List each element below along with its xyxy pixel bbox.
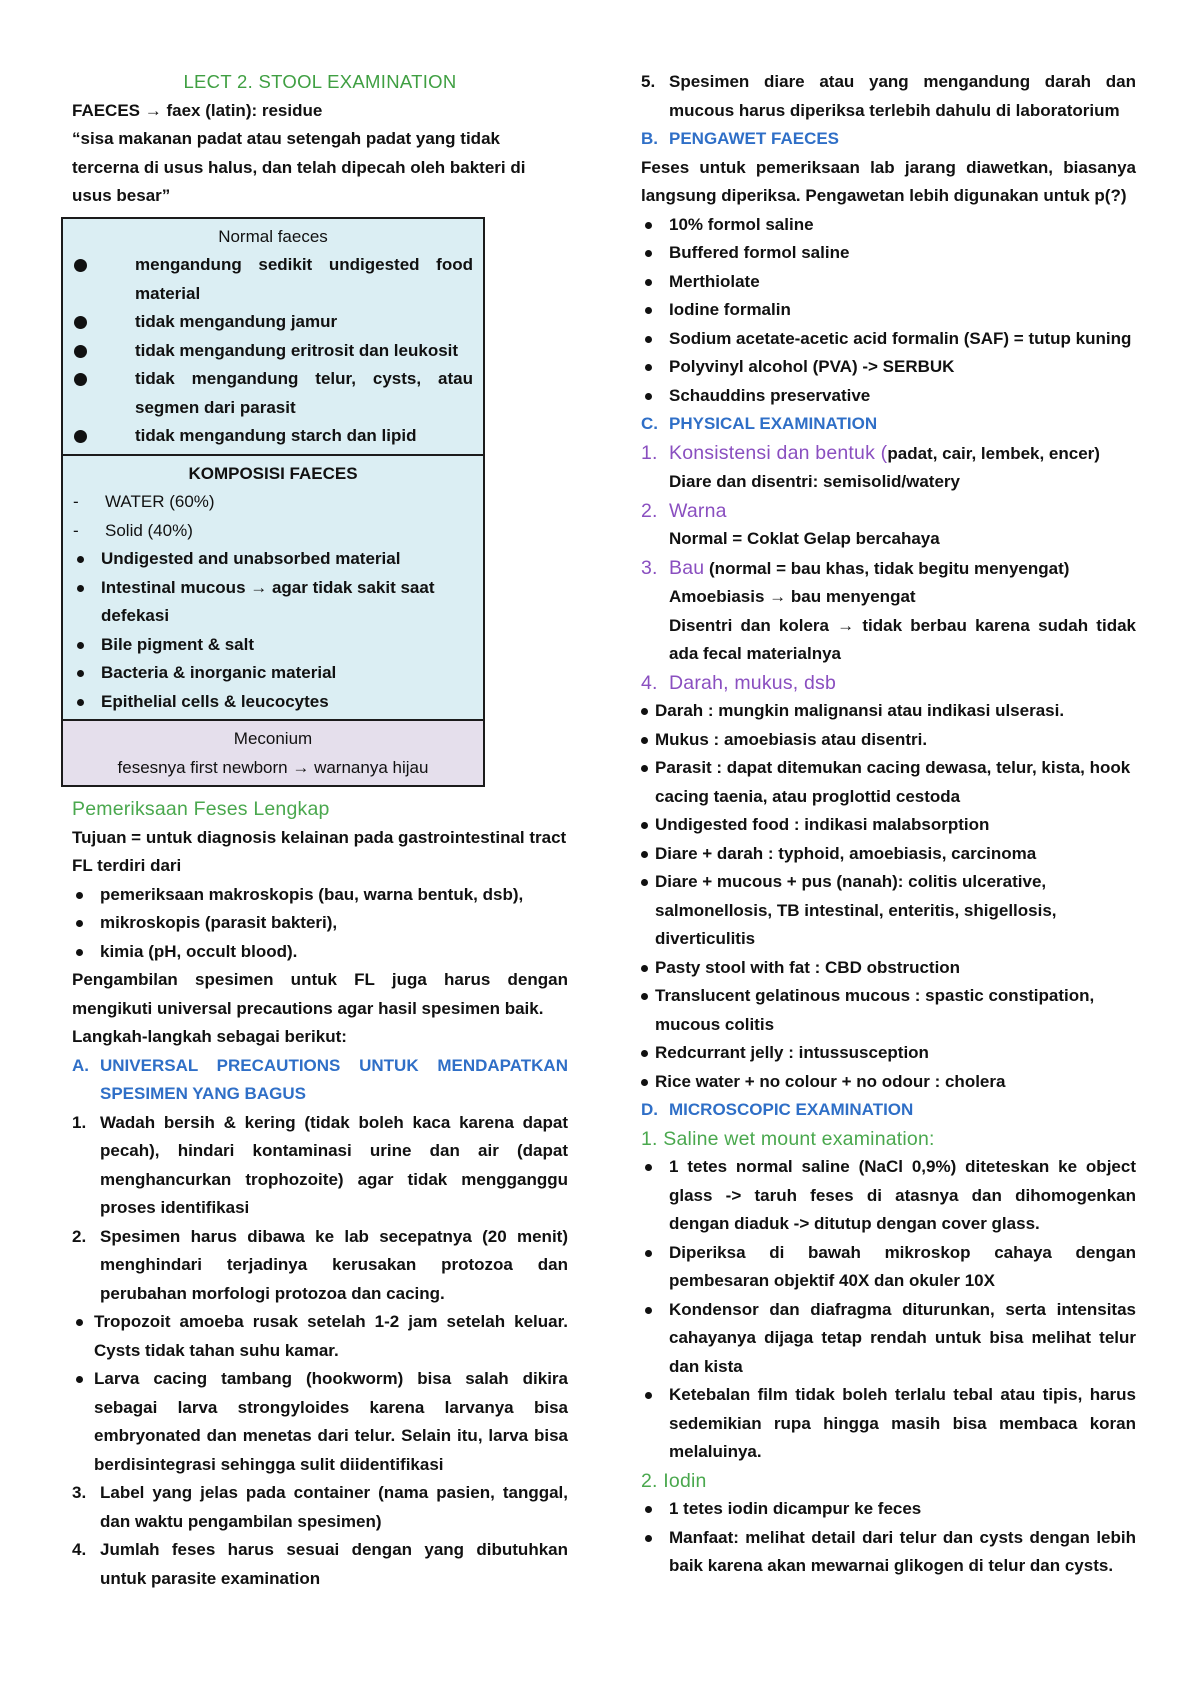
list-item: Epithelial cells & leucocytes [73, 688, 473, 717]
meconium-section [63, 719, 483, 785]
list-item: Diare + darah : typhoid, amoebiasis, carcinoma [641, 840, 1136, 869]
step-item: 4. Jumlah feses harus sesuai dengan yang dibutuhkan untuk parasite examination [72, 1540, 568, 1588]
komposisi-solid-list [73, 545, 473, 716]
pengawet-list [641, 211, 1136, 411]
list-item: Kondensor dan diafragma diturunkan, serta intensitas cahayanya dijaga tetap rendah untuk bisa melihat telur dan kista [641, 1296, 1136, 1382]
list-item: Pasty stool with fat : CBD obstruction [641, 954, 1136, 983]
normal-faeces-item: tidak mengandung telur, cysts, atau segmen dari parasit [73, 365, 473, 422]
lecture-title: LECT 2. STOOL EXAMINATION [183, 71, 457, 92]
fl-heading: Pemeriksaan Feses Lengkap [72, 798, 330, 820]
list-item: Ketebalan film tidak boleh terlalu tebal atau tipis, harus sedemikian rupa hingga masih bisa membaca koran melaluinya. [641, 1381, 1136, 1467]
list-item: Manfaat: melihat detail dari telur dan cysts dengan lebih baik karena akan mewarnai glikogen di telur dan cysts. [641, 1524, 1136, 1581]
saline-heading: 1. Saline wet mount examination: [641, 1127, 935, 1150]
komposisi-dash-item: - WATER (60%) [73, 492, 215, 511]
list-item: 1 tetes normal saline (NaCl 0,9%) diteteskan ke object glass -> taruh feses di atasnya dan dihomogenkan dengan diaduk -> ditutup dengan cover glass. [641, 1153, 1136, 1239]
list-item: Schauddins preservative [641, 382, 1136, 411]
meconium-title: Meconium [233, 729, 313, 748]
pengambilan-text: Pengambilan spesimen untuk FL juga harus dengan mengikuti universal precautions agar hasil spesimen baik. [72, 970, 568, 1018]
komposisi-title: KOMPOSISI FAECES [188, 463, 358, 483]
list-item: Tropozoit amoeba rusak setelah 1-2 jam setelah keluar. Cysts tidak tahan suhu kamar. [72, 1308, 568, 1365]
komposisi-dash-item: - Solid (40%) [73, 520, 193, 540]
bullet-icon [73, 422, 91, 451]
faeces-info-box [61, 217, 485, 788]
list-item: kimia (pH, occult blood). [72, 938, 568, 967]
list-item: Undigested and unabsorbed material [73, 545, 473, 574]
list-item: Redcurrant jelly : intussusception [641, 1039, 1136, 1068]
warna-heading: 2. Warna [641, 499, 727, 522]
langkah-text: Langkah-langkah sebagai berikut: [72, 1027, 347, 1046]
darah-list [641, 697, 1136, 1096]
faeces-definition: FAECES → faex (latin): residue [72, 100, 323, 120]
step-item: 1. Wadah bersih & kering (tidak boleh kaca karena dapat pecah), hindari kontaminasi urine dan air (dapat menghancurkan trophozoite) agar tidak mengganggu proses identifikasi [72, 1112, 568, 1217]
list-item: 1 tetes iodin dicampur ke feces [641, 1495, 1136, 1524]
normal-faeces-section [63, 219, 483, 454]
pengawet-intro: Feses untuk pemeriksaan lab jarang diawetkan, biasanya langsung diperiksa. Pengawetan lebih digunakan untuk p(?) [641, 157, 1136, 205]
fl-tujuan: Tujuan = untuk diagnosis kelainan pada gastrointestinal tract [72, 827, 567, 847]
bau-heading: 3. Bau (normal = bau khas, tidak begitu menyengat) [641, 556, 1070, 579]
list-item: Undigested food : indikasi malabsorption [641, 811, 1136, 840]
list-item: Mukus : amoebiasis atau disentri. [641, 726, 1136, 755]
saline-list [641, 1153, 1136, 1467]
list-item: pemeriksaan makroskopis (bau, warna bentuk, dsb), [72, 881, 568, 910]
list-item: Bile pigment & salt [73, 631, 473, 660]
iodin-heading: 2. Iodin [641, 1469, 707, 1492]
bullet-icon [73, 251, 91, 308]
section-a-heading: A. UNIVERSAL PRECAUTIONS UNTUK MENDAPATKAN SPESIMEN YANG BAGUS [72, 1055, 568, 1103]
list-item: Merthiolate [641, 268, 1136, 297]
bullet-icon [73, 337, 91, 366]
list-item: Diperiksa di bawah mikroskop cahaya dengan pembesaran objektif 40X dan okuler 10X [641, 1239, 1136, 1296]
list-item: Darah : mungkin malignansi atau indikasi ulserasi. [641, 697, 1136, 726]
warna-note: Normal = Coklat Gelap bercahaya [669, 529, 940, 548]
step2-sub-list [72, 1308, 568, 1479]
section-d-heading: D. MICROSCOPIC EXAMINATION [641, 1100, 914, 1119]
meconium-text: fesesnya first newborn → warnanya hijau [117, 757, 429, 777]
normal-faeces-title: Normal faeces [218, 226, 328, 246]
list-item: Parasit : dapat ditemukan cacing dewasa, telur, kista, hook cacing taenia, atau proglottid cestoda [641, 754, 1136, 811]
list-item: Polyvinyl alcohol (PVA) -> SERBUK [641, 353, 1136, 382]
konsistensi-note: Diare dan disentri: semisolid/watery [669, 472, 960, 491]
fl-items-list [72, 881, 568, 967]
list-item: mikroskopis (parasit bakteri), [72, 909, 568, 938]
bullet-icon [73, 308, 91, 337]
step-item: 2. Spesimen harus dibawa ke lab secepatnya (20 menit) menghindari terjadinya kerusakan protozoa dan perubahan morfologi protozoa dan cacing. [72, 1226, 568, 1303]
normal-faeces-item: mengandung sedikit undigested food material [73, 251, 473, 308]
bullet-icon [73, 365, 91, 422]
step-item: 3. Label yang jelas pada container (nama pasien, tanggal, dan waktu pengambilan spesimen) [72, 1483, 568, 1531]
right-column [641, 68, 1136, 1581]
list-item: 10% formol saline [641, 211, 1136, 240]
list-item: Sodium acetate-acetic acid formalin (SAF) = tutup kuning [641, 325, 1136, 354]
section-b-heading: B. PENGAWET FAECES [641, 129, 840, 148]
bau-note: Amoebiasis → bau menyengat [669, 587, 916, 606]
fl-terdiri: FL terdiri dari [72, 856, 182, 875]
list-item: Bacteria & inorganic material [73, 659, 473, 688]
left-column [72, 68, 568, 1593]
komposisi-section [63, 454, 483, 720]
normal-faeces-item: tidak mengandung starch dan lipid [73, 422, 473, 451]
list-item: Buffered formol saline [641, 239, 1136, 268]
faeces-quote: “sisa makanan padat atau setengah padat yang tidak tercerna di usus halus, dan telah dipecah oleh bakteri di usus besar” [72, 129, 526, 205]
list-item: Diare + mucous + pus (nanah): colitis ulcerative, salmonellosis, TB intestinal, enteritis, shigellosis, diverticulitis [641, 868, 1136, 954]
normal-faeces-item: tidak mengandung jamur [73, 308, 473, 337]
list-item: Intestinal mucous → agar tidak sakit saat defekasi [73, 574, 473, 631]
darah-heading: 4. Darah, mukus, dsb [641, 671, 837, 694]
konsistensi-heading: 1. Konsistensi dan bentuk (padat, cair, lembek, encer) [641, 441, 1100, 464]
bau-note: Disentri dan kolera → tidak berbau karena sudah tidak ada fecal materialnya [669, 615, 1136, 663]
normal-faeces-item: tidak mengandung eritrosit dan leukosit [73, 337, 473, 366]
list-item: Translucent gelatinous mucous : spastic constipation, mucous colitis [641, 982, 1136, 1039]
list-item: Rice water + no colour + no odour : cholera [641, 1068, 1136, 1097]
list-item: Larva cacing tambang (hookworm) bisa salah dikira sebagai larva strongyloides karena larvanya bisa embryonated dan menetas dari telur. Selain itu, larva bisa berdisintegrasi sehingga sulit diidentifikasi [72, 1365, 568, 1479]
section-c-heading: C. PHYSICAL EXAMINATION [641, 414, 878, 433]
step-item: 5. Spesimen diare atau yang mengandung darah dan mucous harus diperiksa terlebih dahulu di laboratorium [641, 72, 1136, 120]
iodin-list [641, 1495, 1136, 1581]
list-item: Iodine formalin [641, 296, 1136, 325]
